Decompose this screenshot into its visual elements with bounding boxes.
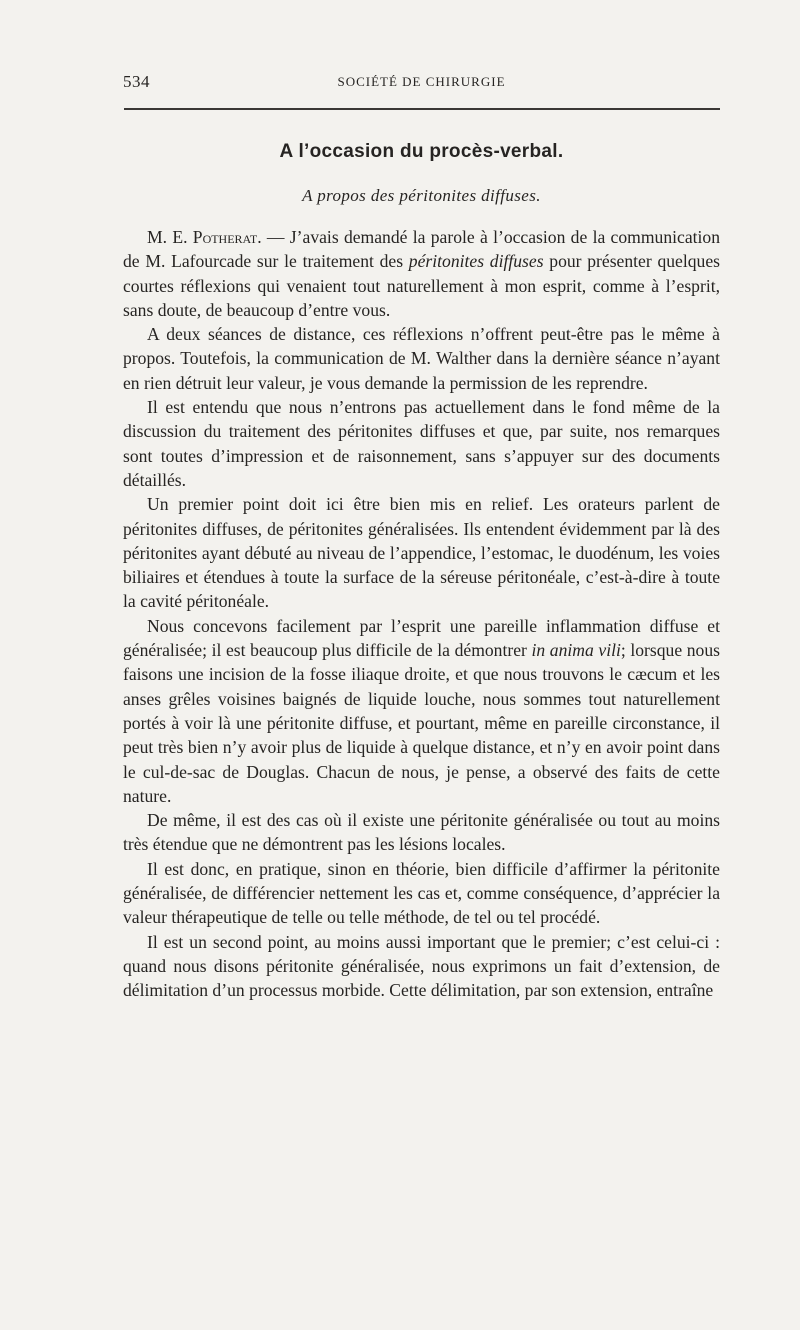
speaker-name: Potherat xyxy=(192,227,258,247)
page-number: 534 xyxy=(123,72,150,91)
header-rule xyxy=(124,108,720,110)
body-text xyxy=(123,225,720,1003)
paragraph-5-tail: ; lorsque nous faisons une incision de la fosse iliaque droite, et que nous trouvons le cæcum et les anses grêles voisines baignés de liquide louche, nous sommes tout naturellement portés à voir là une péritonite diffuse, et pourtant, même en pareille circonstance, il peut très bien n’y avoir plus de liquide à quelque distance, et n’y en avoir point dans le cul-de-sac de Douglas. Chacun de nous, je pense, a observé des faits de cette nature. xyxy=(123,640,720,806)
paragraph-5-italic: in anima vili xyxy=(531,640,621,661)
paragraph-4: Un premier point doit ici être bien mis en relief. Les orateurs parlent de péritonites diffuses, de péritonites généralisées. Ils entendent évidemment par là des péritonites ayant débuté au niveau de l’appendice, l’estomac, le duodénum, les voies biliaires et étendues à toute la surface de la séreuse péritonéale, c’est-à-dire à toute la cavité péritonéale. xyxy=(123,494,720,612)
section-title: A l’occasion du procès-verbal. xyxy=(279,141,564,162)
paragraph-8: Il est un second point, au moins aussi important que le premier; c’est celui-ci : quand nous disons péritonite généralisée, nous exprimons un fait d’extension, de délimitation d’un processus morbide. Cette délimitation, par son extension, entraîne xyxy=(123,931,720,1001)
paragraph-2: A deux séances de distance, ces réflexions n’offrent peut-être pas le même à propos. Toutefois, la communication de M. Walther dans la dernière séance n’ayant en rien détruit leur valeur, je vous demande la permission de les reprendre. xyxy=(123,324,720,393)
paragraph-7: Il est donc, en pratique, sinon en théorie, bien difficile d’affirmer la péritonite généralisée, de différencier nettement les cas et, comme conséquence, d’apprécier la valeur thérapeutique de telle ou telle méthode, de tel ou tel procédé. xyxy=(123,858,720,928)
paragraph-1-lead: . — J’avais demandé la parole à l’occasion de la communication de M. Lafourcade sur le traitement des xyxy=(123,227,721,272)
paragraph-1 xyxy=(123,225,720,322)
subtitle: A propos des péritonites diffuses. xyxy=(302,186,541,205)
paragraph-1-tail: pour présenter quelques courtes réflexions qui venaient tout naturellement à mon esprit, comme à l’esprit, sans doute, de beaucoup d’entre vous. xyxy=(123,251,720,320)
paragraph-5-lead: Nous concevons facilement par l’esprit une pareille inflammation diffuse et généralisée; il est beaucoup plus difficile de la démontrer xyxy=(123,615,720,661)
paragraph-6: De même, il est des cas où il existe une péritonite généralisée ou tout au moins très étendue que ne démontrent pas les lésions locales. xyxy=(123,810,720,855)
journal-title: SOCIÉTÉ DE CHIRURGIE xyxy=(337,74,506,89)
running-head xyxy=(123,72,720,94)
speaker-prefix: M. E. xyxy=(147,227,193,247)
paragraph-5 xyxy=(123,614,720,808)
paragraph-1-italic: péritonites diffuses xyxy=(408,251,544,272)
paragraph-3: Il est entendu que nous n’entrons pas actuellement dans le fond même de la discussion du traitement des péritonites diffuses et que, par suite, nos remarques sont toutes d’impression et de raisonnement, sans s’appuyer sur des documents détaillés. xyxy=(123,397,720,490)
